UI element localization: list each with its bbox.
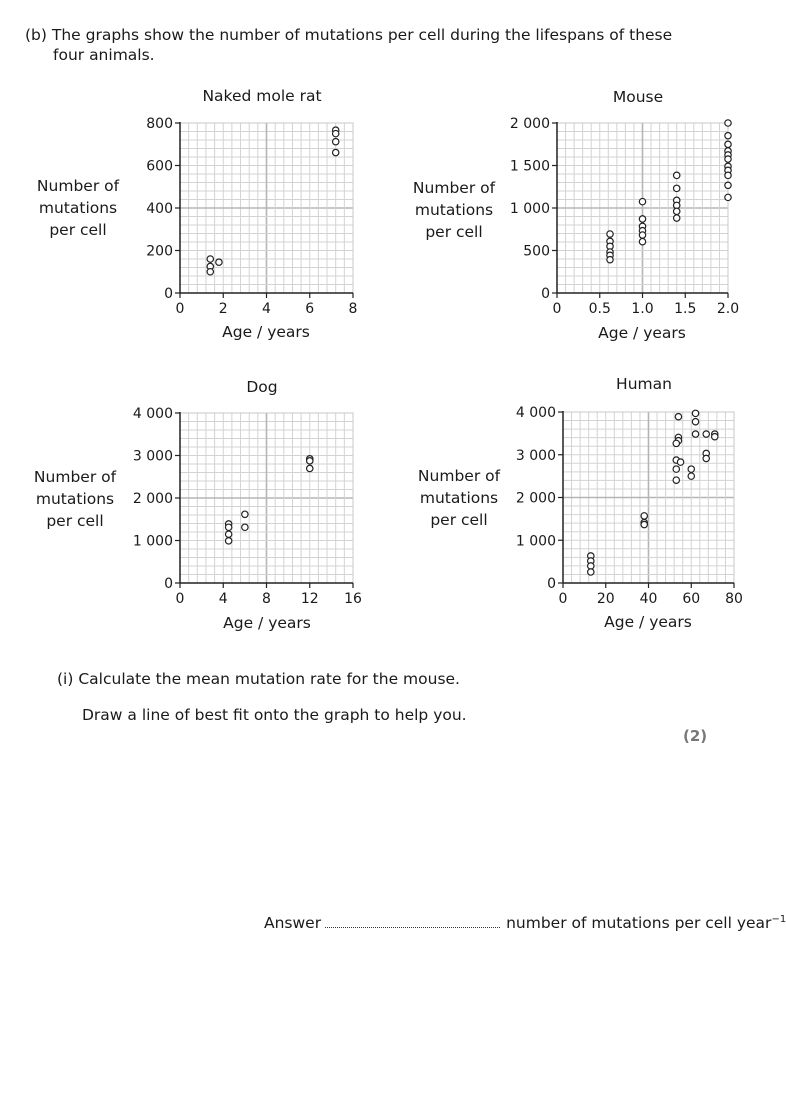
data-point	[725, 182, 731, 188]
y-tick-label: 2 000	[509, 116, 550, 132]
y-tick-label: 0	[541, 286, 550, 302]
data-point	[674, 208, 680, 214]
question-i	[57, 669, 460, 689]
data-point	[725, 156, 731, 162]
data-point	[725, 194, 731, 200]
x-tick-label: 6	[305, 301, 315, 317]
data-point	[639, 216, 645, 222]
y-label-line: Number of	[417, 467, 501, 485]
data-point	[673, 477, 679, 483]
x-tick-label: 1.0	[631, 301, 654, 317]
data-point	[639, 238, 645, 244]
answer-input-line[interactable]	[325, 913, 500, 928]
data-point	[677, 459, 683, 465]
data-point	[688, 473, 694, 479]
y-tick-label: 1 000	[132, 533, 173, 550]
y-tick-label: 3 000	[132, 448, 173, 465]
y-tick-label: 0	[164, 286, 173, 302]
y-label-line: per cell	[430, 511, 488, 529]
y-label-line: mutations	[414, 201, 494, 219]
x-axis-label-human: Age / years	[604, 613, 692, 631]
y-tick-label: 1 500	[509, 158, 550, 175]
data-point	[703, 431, 709, 437]
data-point	[725, 132, 731, 138]
data-point	[333, 130, 339, 136]
x-tick-label: 1.5	[674, 301, 697, 317]
y-tick-label: 4 000	[515, 405, 556, 421]
data-point	[712, 434, 718, 440]
marks-label: (2)	[683, 727, 708, 745]
question-b-line2: four animals.	[53, 46, 155, 64]
y-label-line: mutations	[38, 199, 118, 217]
x-tick-label: 16	[344, 591, 362, 607]
data-point	[703, 455, 709, 461]
data-point	[225, 524, 231, 530]
data-point	[607, 231, 613, 237]
data-point	[674, 172, 680, 178]
data-point	[692, 410, 698, 416]
data-point	[675, 414, 681, 420]
data-point	[692, 419, 698, 425]
y-tick-label: 400	[146, 201, 173, 217]
y-tick-label: 1 000	[515, 533, 556, 550]
chart-naked-mole-rat[interactable]	[146, 116, 357, 317]
part-i-instruction: Draw a line of best fit onto the graph to help you.	[82, 706, 467, 724]
y-tick-label: 4 000	[132, 406, 173, 422]
y-tick-label: 3 000	[515, 447, 556, 464]
x-tick-label: 12	[300, 591, 319, 607]
data-point	[688, 466, 694, 472]
x-tick-label: 0.5	[588, 301, 611, 317]
data-point	[639, 198, 645, 204]
y-label-line: Number of	[33, 468, 117, 486]
answer-unit-superscript: −1	[771, 914, 786, 925]
chart-title-dog: Dog	[246, 378, 278, 396]
data-point	[607, 256, 613, 262]
y-label-line: per cell	[49, 221, 107, 239]
x-tick-label: 60	[682, 591, 701, 607]
data-point	[333, 139, 339, 145]
data-point	[225, 538, 231, 544]
data-point	[225, 531, 231, 537]
chart-title-mouse: Mouse	[612, 88, 664, 106]
part-b-label: (b)	[25, 26, 47, 44]
answer-unit: number of mutations per cell year	[506, 914, 772, 933]
x-tick-label: 8	[348, 301, 358, 317]
data-point	[641, 513, 647, 519]
x-tick-label: 0	[558, 591, 568, 607]
data-point	[641, 521, 647, 527]
y-tick-label: 0	[547, 576, 556, 592]
y-tick-label: 0	[164, 576, 173, 592]
x-tick-label: 0	[175, 301, 185, 317]
data-point	[333, 149, 339, 155]
y-label-line: per cell	[46, 512, 104, 530]
data-point	[673, 440, 679, 446]
data-point	[242, 524, 248, 530]
y-tick-label: 2 000	[515, 490, 556, 507]
chart-title-naked-mole-rat: Naked mole rat	[202, 87, 322, 105]
data-point	[725, 172, 731, 178]
y-label-line: mutations	[35, 490, 115, 508]
data-point	[242, 511, 248, 517]
y-tick-label: 500	[523, 243, 550, 260]
x-tick-label: 20	[596, 591, 615, 607]
data-point	[692, 431, 698, 437]
y-tick-label: 200	[146, 243, 173, 260]
x-tick-label: 2.0	[716, 301, 740, 317]
y-label-line: Number of	[36, 177, 120, 195]
x-axis-label-dog: Age / years	[223, 614, 311, 632]
y-tick-label: 1 000	[509, 201, 550, 217]
data-point	[207, 269, 213, 275]
x-tick-label: 0	[175, 591, 185, 607]
y-tick-label: 600	[146, 158, 173, 175]
data-point	[674, 185, 680, 191]
data-point	[588, 569, 594, 575]
y-tick-label: 2 000	[132, 491, 173, 507]
x-tick-label: 4	[262, 301, 271, 317]
chart-mouse[interactable]	[510, 116, 739, 317]
data-point	[674, 215, 680, 221]
x-tick-label: 2	[218, 301, 228, 317]
data-point	[216, 259, 222, 265]
x-tick-label: 40	[639, 591, 658, 607]
chart-human[interactable]	[516, 405, 743, 607]
answer-row	[264, 910, 786, 933]
x-tick-label: 8	[262, 591, 271, 607]
y-label-line: per cell	[425, 223, 483, 241]
y-tick-label: 800	[146, 116, 173, 132]
data-point	[725, 141, 731, 147]
x-axis-label-naked-mole-rat: Age / years	[222, 323, 310, 341]
data-point	[725, 120, 731, 126]
data-point	[307, 458, 313, 464]
y-label-line: Number of	[412, 179, 496, 197]
part-i-label: (i)	[57, 670, 74, 688]
x-axis-label-mouse: Age / years	[598, 324, 686, 342]
x-tick-label: 80	[725, 591, 743, 607]
data-point	[307, 465, 313, 471]
data-point	[207, 256, 213, 262]
part-i-text: Calculate the mean mutation rate for the mouse.	[78, 670, 460, 688]
data-point	[673, 466, 679, 472]
part-b-text: The graphs show the number of mutations per cell during the lifespans of these	[51, 26, 673, 44]
answer-label: Answer	[264, 914, 322, 933]
data-point	[639, 232, 645, 238]
y-label-line: mutations	[419, 489, 499, 507]
x-tick-label: 0	[552, 301, 562, 317]
x-tick-label: 4	[218, 591, 228, 607]
chart-dog[interactable]	[133, 406, 362, 607]
chart-title-human: Human	[616, 375, 672, 393]
